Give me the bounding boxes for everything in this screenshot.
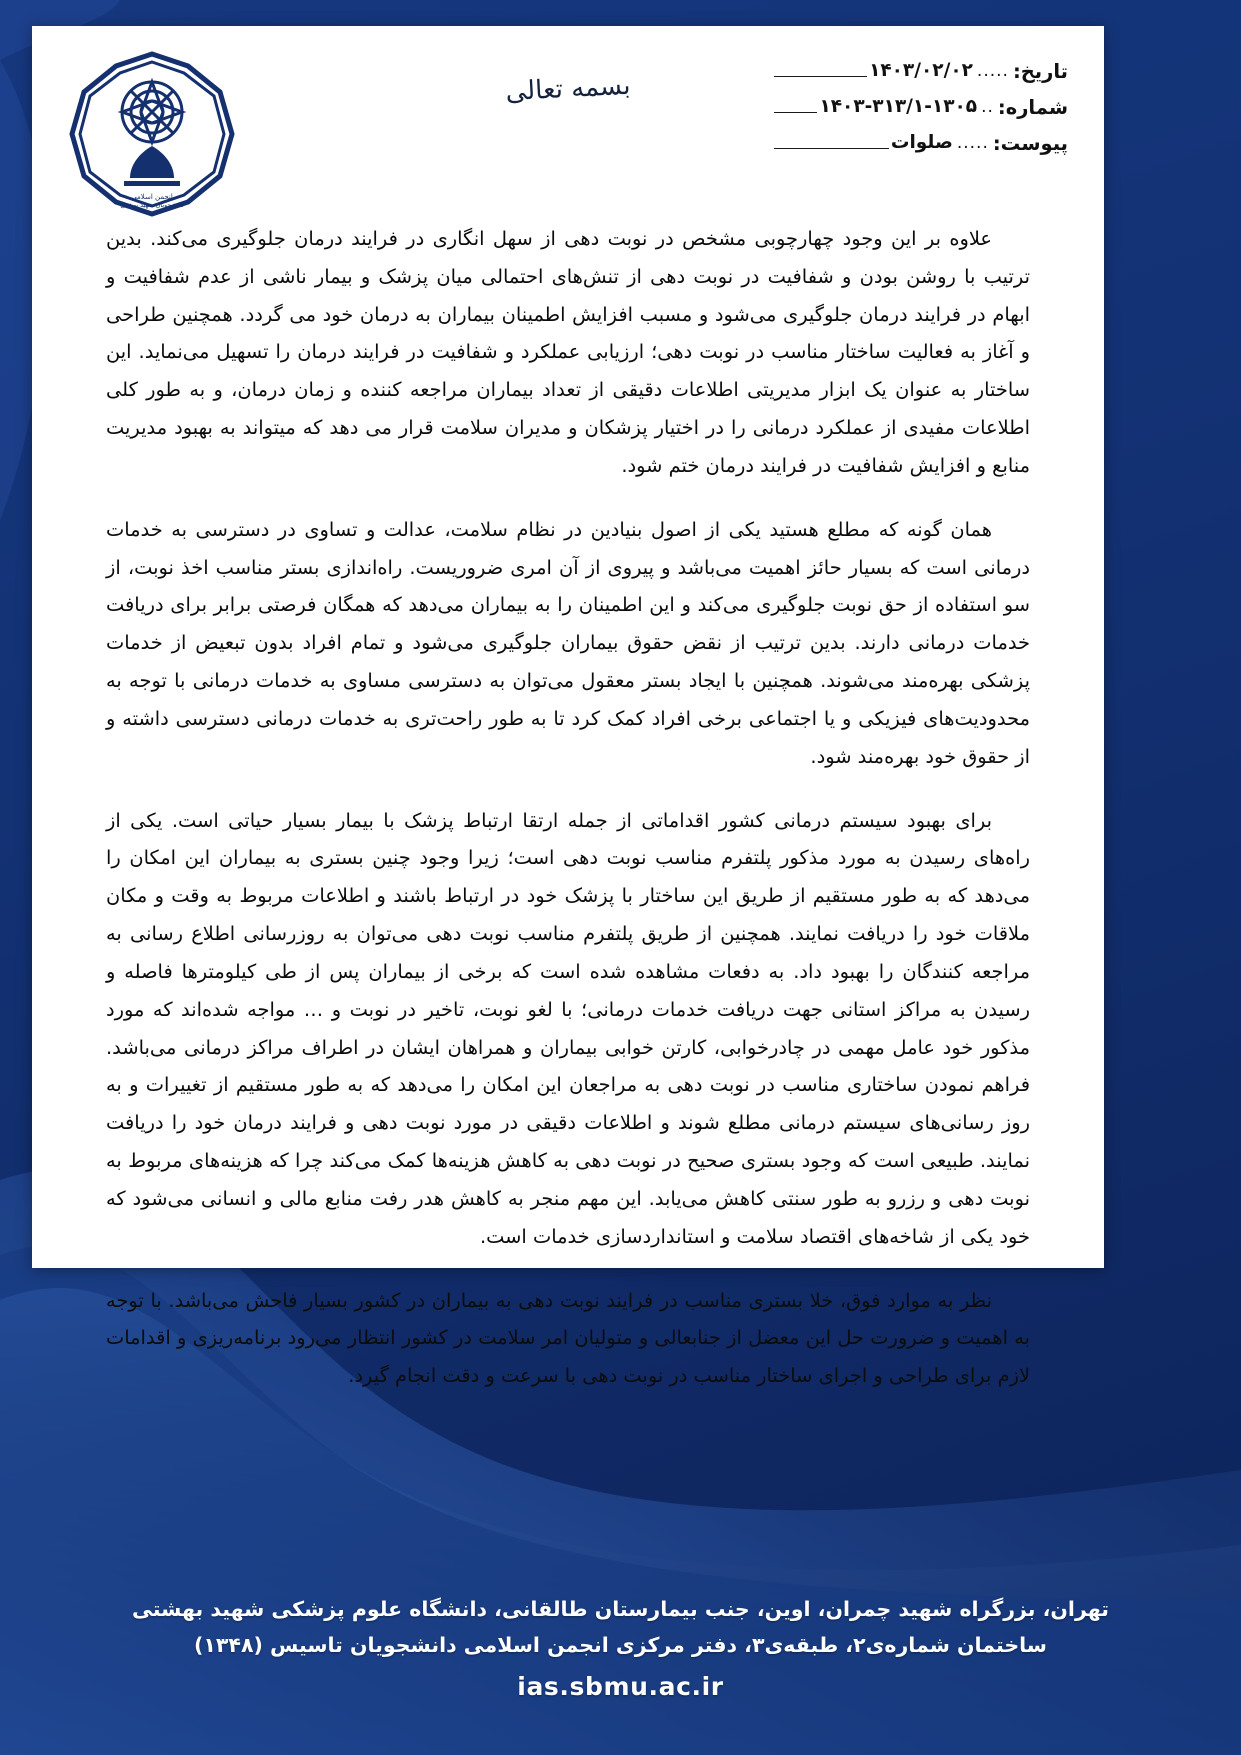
bismillah-heading: بسمه تعالی [504,70,632,108]
paragraph-4: نظر به موارد فوق، خلا بستری مناسب در فرایند نوبت دهی به بیماران در کشور بسیار فاحش می‌باشد. با توجه به اهمیت و ضرورت حل این معضل از جنابعالی و متولیان امر سلامت در کشور انتظار می‌رود برنامه‌ریزی و اقدامات لازم برای طراحی و اجرای ساختار مناسب در نوبت دهی با سرعت و دقت انجام گیرد. [106,1288,1030,1388]
svg-text:دانشجویان شهید بهشتی: دانشجویان شهید بهشتی [120,201,184,209]
meta-value-number: ۱۴۰۳-۳۱۳/۱-۱۳۰۵ [819,96,978,117]
university-emblem-icon [68,50,236,218]
meta-row-attachment [768,132,1068,155]
svg-text:انجمن اسلامی: انجمن اسلامی [131,193,173,201]
letter-footer [0,1592,1241,1701]
meta-row-number [768,96,1068,119]
meta-value-date: ۱۴۰۳/۰۲/۰۲ [869,60,973,81]
footer-address-line-2: ساختمان شماره‌ی۲، طبقه‌ی۳، دفتر مرکزی انجمن اسلامی دانشجویان تاسیس (۱۳۴۸) [194,1633,1047,1658]
letter-sheet [32,26,1104,1388]
footer-address-line-1: تهران، بزرگراه شهید چمران، اوین، جنب بیمارستان طالقانی، دانشگاه علوم پزشکی شهید بهشتی [132,1597,1109,1622]
meta-label-number: شماره: [997,96,1068,119]
paragraph-2: همان گونه که مطلع هستید یکی از اصول بنیادین در نظام سلامت، عدالت و تساوی در دسترسی به خدمات درمانی است که بسیار حائز اهمیت می‌باشد و پیروی از آن امری ضروریست. راه‌اندازی بستر مناسب اخذ نوبت، از سو استفاده از حق نوبت جلوگیری می‌کند و این اطمینان را به بیماران می‌دهد که همگان فرصتی برابر برای دریافت خدمات درمانی دارند. بدین ترتیب از نقض حقوق بیماران جلوگیری می‌شود و تمام افراد بدون تبعیض از خدمات پزشکی بهره‌مند می‌شوند. همچنین با ایجاد بستر معقول می‌توان به دسترسی مساوی به خدمات درمانی با توجه به محدودیت‌های فیزیکی و یا اجتماعی برخی افراد کمک کرد تا به طور راحت‌تری به خدمات درمانی دسترسی داشته و از حقوق خود بهره‌مند شود. [106,517,1030,768]
footer-website-link[interactable]: ias.sbmu.ac.ir [517,1672,724,1701]
meta-dots: ..... [956,133,989,153]
letter-body [32,214,1104,1395]
paragraph-1: علاوه بر این وجود چهارچوبی مشخص در نوبت دهی از سهل انگاری در فرایند درمان جلوگیری می‌کند. بدین ترتیب با روشن بودن و شفافیت در نوبت دهی از تنش‌های احتمالی میان پزشک و بیمار ناشی از عدم شفافیت و ابهام در فرایند درمان جلوگیری می‌شود و مسبب افزایش اطمینان بیماران به درمان خود می گردد. همچنین طراحی و آغاز به فعالیت ساختار مناسب در نوبت دهی؛ ارزیابی عملکرد و شفافیت در فرایند درمان را تسهیل می‌نماید. این ساختار به عنوان یک ابزار مدیریتی اطلاعات دقیقی از تعداد بیماران مراجعه کننده و زمان درمان، و به طور کلی اطلاعات مفیدی از عملکرد درمانی را در اختیار پزشکان و مدیران سلامت قرار می دهد که میتواند به بهبود مدیریت منابع و افزایش شفافیت در فرایند درمان ختم شود. [106,227,1030,477]
meta-dots: ..... [976,61,1009,81]
meta-label-date: تاریخ: [1012,60,1068,83]
meta-value-attachment: صلوات [890,132,953,153]
meta-underline [774,148,889,149]
paragraph-3: برای بهبود سیستم درمانی کشور اقداماتی از جمله ارتقا ارتباط پزشک با بیمار بسیار حیاتی است. یکی از راه‌های رسیدن به مورد مذکور پلتفرم مناسب نوبت دهی است؛ زیرا وجود چنین بستری به بیماران این امکان را می‌دهد که به طور مستقیم از طریق این ساختار با پزشک خود در ارتباط باشند و اطلاعات مربوط به وقت و مکان ملاقات خود را دریافت نمایند. همچنین از طریق پلتفرم مناسب نوبت دهی می‌توان به روزرسانی اطلاع رسانی به مراجعه کنندگان را بهبود داد. به دفعات مشاهده شده است که برخی از بیماران پس از طی کیلومترها فاصله و رسیدن به مراکز استانی جهت دریافت خدمات درمانی؛ با لغو نوبت، تاخیر در نوبت و … مواجه شده‌اند که مورد مذکور خود عامل مهمی در چادرخوابی، کارتن خوابی بیماران و همراهان ایشان در اطراف مراکز درمانی می‌باشد. فراهم نمودن ساختاری مناسب در نوبت دهی به مراجعان این امکان را می‌دهد که به طور مستقیم از تغییرات و به روز رسانی‌های سیستم درمانی مطلع شوند و اطلاعات دقیقی در مورد نوبت دهی و فرایند درمان خود را دریافت نمایند. طبیعی است که وجود بستری صحیح در نوبت دهی به کاهش هزینه‌ها کمک می‌کند چرا که هزینه‌های مربوط به نوبت دهی و رزرو به طور سنتی کاهش می‌یابد. این مهم منجر به کاهش هدر رفت منابع مالی و انسانی می‌شود که خود یکی از شاخه‌های اقتصاد سلامت و استانداردسازی خدمات است. [106,808,1030,1248]
meta-underline [774,112,817,113]
meta-dots: .. [981,97,994,117]
letter-header [32,26,1104,214]
meta-label-attachment: پیوست: [992,132,1068,155]
